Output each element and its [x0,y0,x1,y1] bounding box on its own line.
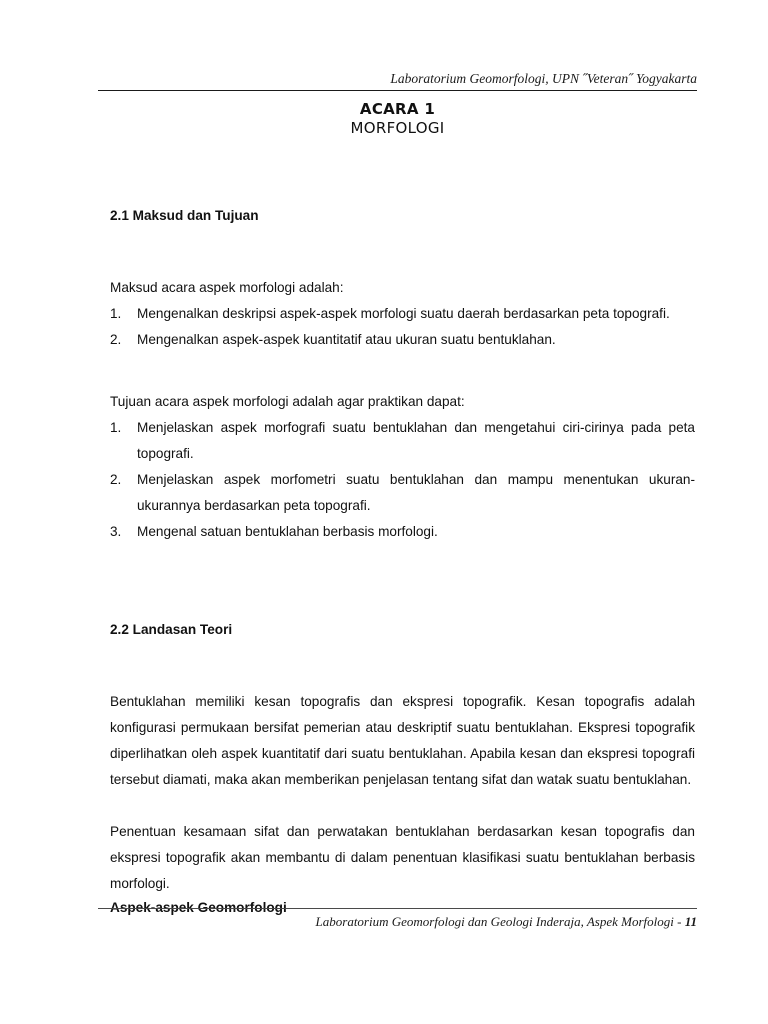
list-marker: 1. [110,306,122,321]
list-tujuan [110,415,695,545]
list-item [110,327,695,353]
paragraph-maksud-intro: Maksud acara aspek morfologi adalah: [110,280,344,295]
running-header [98,70,697,91]
section-heading-2-2: 2.2 Landasan Teori [110,622,233,637]
paragraph-landasan-1: Bentuklahan memiliki kesan topografis dan ekspresi topografik. Kesan topografis adalah konfigurasi permukaan bersifat pemerian atau deskriptif suatu bentuklahan. Ekspresi topografik diperlihatkan oleh aspek kuantitatif dari suatu bentuklahan. Apabila kesan dan ekspresi topografi tersebut diamati, maka akan memberikan penjelasan tentang sifat dan watak suatu bentuklahan. [110,694,695,787]
running-footer-line [98,913,697,930]
spacer [110,793,695,819]
list-item-text: Mengenalkan deskripsi aspek-aspek morfologi suatu daerah berdasarkan peta topografi. [137,306,670,321]
section-landasan-teori [110,619,695,919]
list-item [110,519,695,545]
running-header-text: Laboratorium Geomorfologi, UPN ˝Veteran˝ Yogyakarta [390,71,697,86]
list-item-text: Mengenalkan aspek-aspek kuantitatif atau ukuran suatu bentuklahan. [137,332,556,347]
list-marker: 2. [110,472,122,487]
spacer [110,545,695,593]
paragraph-tujuan-intro: Tujuan acara aspek morfologi adalah agar praktikan dapat: [110,394,465,409]
list-maksud [110,301,695,353]
header-divider-rule [98,90,697,91]
list-marker: 1. [110,420,122,435]
spacer [110,353,695,389]
list-item [110,467,695,519]
list-item-text: Mengenal satuan bentuklahan berbasis morfologi. [137,524,438,539]
spacer [110,641,695,689]
paragraph-landasan-2: Penentuan kesamaan sifat dan perwatakan bentuklahan berdasarkan kesan topografis dan ekspresi topografik akan membantu di dalam penentuan klasifikasi suatu bentuklahan berbasis morfologi. [110,824,695,891]
footer-divider-rule [98,908,697,909]
list-marker: 2. [110,332,122,347]
page-title-line-2: MORFOLOGI [350,119,445,137]
list-marker: 3. [110,524,122,539]
list-item-text: Menjelaskan aspek morfometri suatu bentuklahan dan mampu menentukan ukuran-ukurannya berdasarkan peta topografi. [137,472,695,513]
page-title [98,100,697,138]
running-footer [98,908,697,930]
spacer [110,593,695,619]
running-footer-text: Laboratorium Geomorfologi dan Geologi Inderaja, Aspek Morfologi - [315,914,682,929]
subheading-aspek-aspek-geomorfologi: Aspek-aspek Geomorfologi [110,900,287,915]
section-maksud-dan-tujuan [110,205,695,545]
section-heading-2-1: 2.1 Maksud dan Tujuan [110,208,259,223]
document-body [110,205,695,919]
page-number: 11 [684,914,697,929]
page-title-line-1: ACARA 1 [359,100,436,118]
list-item-text: Menjelaskan aspek morfografi suatu bentuklahan dan mengetahui ciri-cirinya pada peta topografi. [137,420,695,461]
spacer [110,227,695,275]
list-item [110,301,695,327]
list-item [110,415,695,467]
